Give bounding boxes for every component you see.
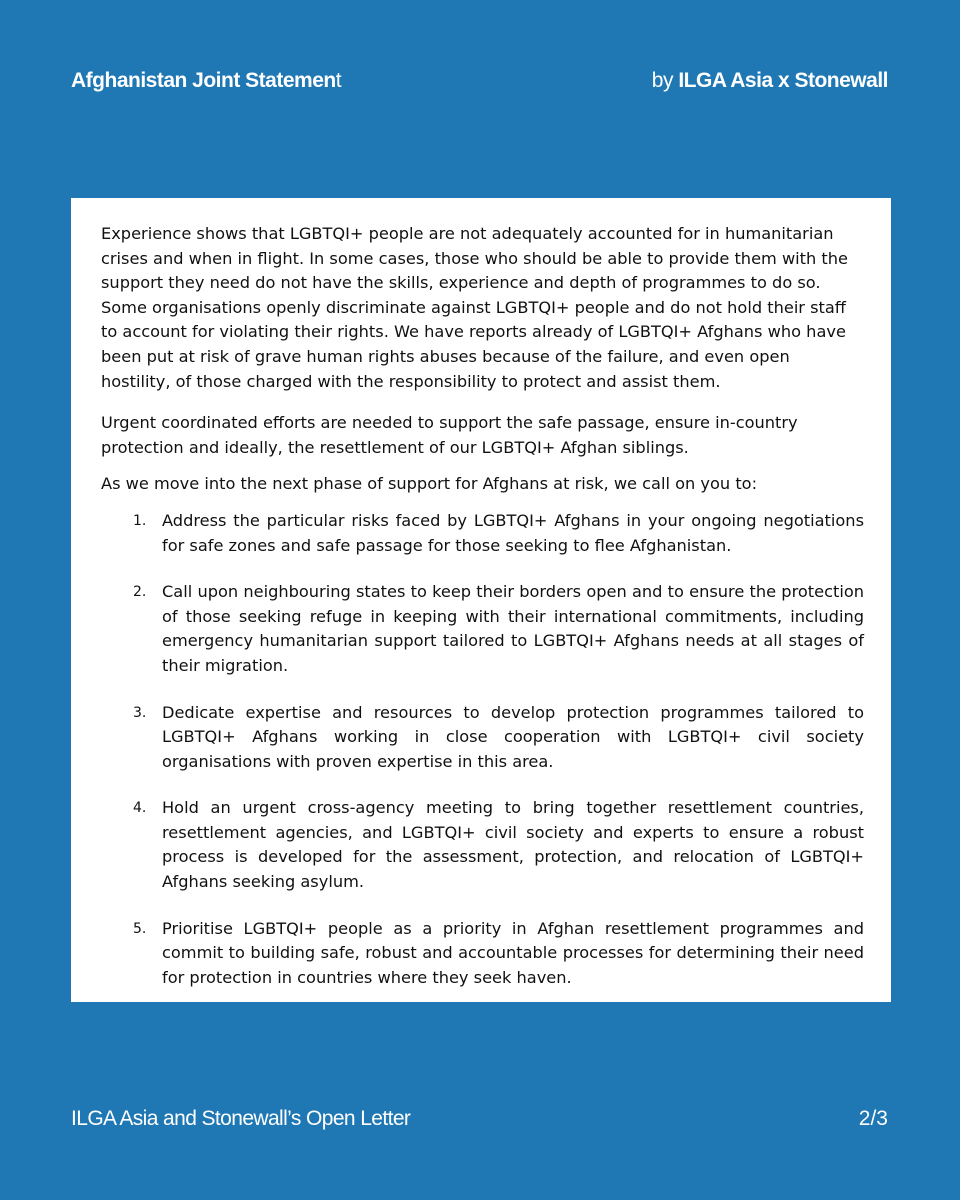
- demands-list: [101, 509, 864, 991]
- list-item-text: Address the particular risks faced by LGBTQI+ Afghans in your ongoing negotiations for safe zones and safe passage for those seeking to flee Afghanistan.: [162, 510, 864, 555]
- list-item: [133, 917, 864, 991]
- list-item-text: Dedicate expertise and resources to develop protection programmes tailored to LGBTQI+ Afghans working in close cooperation with LGBTQI+ civil society organisations with proven expertise in this area.: [162, 702, 864, 771]
- list-item-number: 4.: [133, 800, 147, 817]
- list-item: [133, 509, 864, 558]
- statement-paragraph: Urgent coordinated efforts are needed to support the safe passage, ensure in-country protection and ideally, the resettlement of our LGBTQI+ Afghan siblings.: [101, 413, 798, 457]
- list-item-text: Hold an urgent cross-agency meeting to bring together resettlement countries, resettlement agencies, and LGBTQI+ civil society and experts to ensure a robust process is developed for the assessment, protection, and relocation of LGBTQI+ Afghans seeking asylum.: [162, 798, 864, 892]
- header-title-last-letter: t: [335, 69, 342, 92]
- header-org: ILGA Asia x Stonewall: [678, 69, 888, 92]
- header-title: [71, 69, 341, 93]
- list-item-number: 3.: [133, 704, 147, 721]
- header-byline: [652, 69, 888, 93]
- list-item-number: 5.: [133, 920, 147, 937]
- list-item-number: 2.: [133, 584, 147, 601]
- statement-paragraph: As we move into the next phase of support for Afghans at risk, we call on you to:: [101, 474, 758, 494]
- page-indicator: 2/3: [858, 1107, 888, 1130]
- list-item-text: Call upon neighbouring states to keep their borders open and to ensure the protection of those seeking refuge in keeping with their international commitments, including emergency humanitarian support tailored to LGBTQI+ Afghans needs at all stages of their migration.: [162, 582, 864, 675]
- list-item-text: Prioritise LGBTQI+ people as a priority in Afghan resettlement programmes and commit to building safe, robust and accountable processes for determining their need for protection in countries where they seek haven.: [162, 918, 864, 987]
- list-item: [133, 580, 864, 678]
- header-by: by: [651, 69, 673, 92]
- list-item-number: 1.: [133, 512, 147, 529]
- list-item: [133, 796, 864, 894]
- list-item: [133, 701, 864, 775]
- footer-title: ILGA Asia and Stonewall’s Open Letter: [71, 1107, 411, 1130]
- header-title-main: Afghanistan Joint Statemen: [71, 69, 336, 92]
- statement-card: [71, 198, 891, 1002]
- statement-paragraph: Experience shows that LGBTQI+ people are not adequately accounted for in humanitarian crises and when in flight. In some cases, those who should be able to provide them with the support they need do not have the skills, experience and depth of programmes to do so. Some organisations openly discriminate against LGBTQI+ people and do not hold their staff to account for violating their rights. We have reports already of LGBTQI+ Afghans who have been put at risk of grave human rights abuses because of the failure, and even open hostility, of those charged with the responsibility to protect and assist them.: [101, 224, 848, 391]
